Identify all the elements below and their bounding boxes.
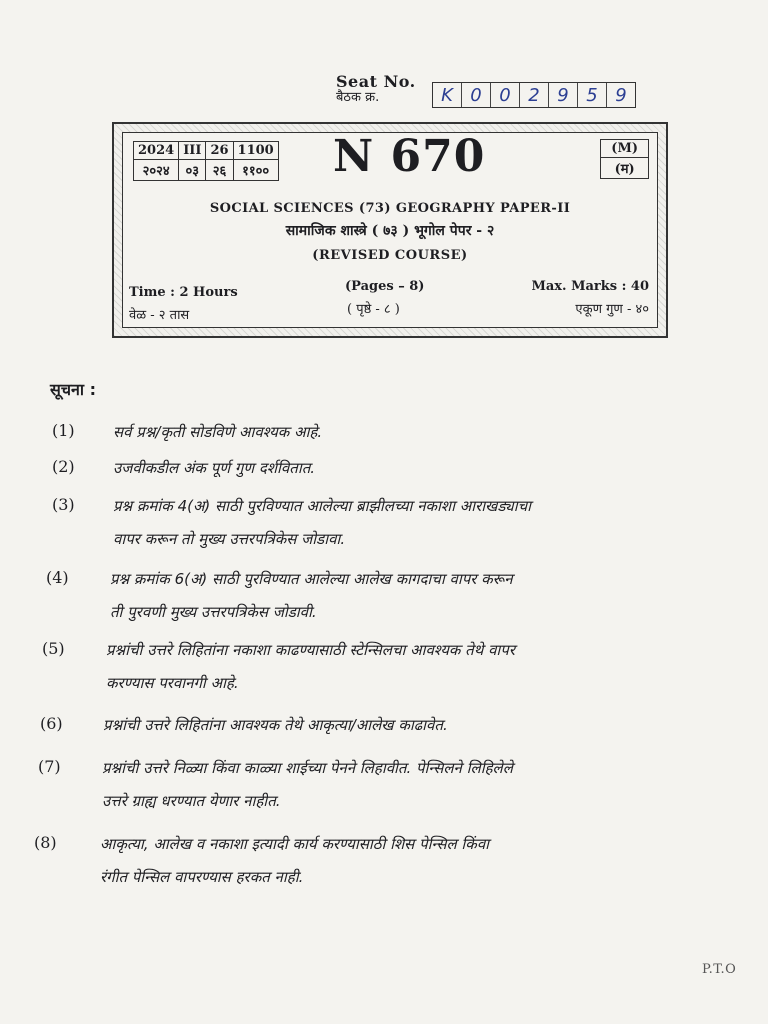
paper-code: N 670 [333, 131, 486, 182]
instruction-line: प्रश्नांची उत्तरे निळ्या किंवा काळ्या शाईच्या पेनने लिहावीत. पेन्सिलने लिहिलेले [102, 759, 513, 777]
exam-code-cell: ११०० [233, 160, 278, 181]
exam-code-cell: 2024 [134, 142, 179, 160]
instruction-text [106, 634, 656, 700]
seat-digit: 9 [615, 84, 627, 106]
seat-digit: 0 [491, 83, 520, 107]
instruction-number: (8) [34, 833, 57, 852]
seat-digit: 0 [462, 83, 491, 107]
exam-code-cell: २६ [206, 160, 233, 181]
instruction-line: वापर करून तो मुख्य उत्तरपत्रिकेस जोडावा. [113, 530, 346, 548]
instruction-text [103, 709, 663, 742]
instruction-line: आकृत्या, आलेख व नकाशा इत्यादी कार्य करण्यासाठी शिस पेन्सिल किंवा [100, 835, 490, 853]
instruction-line: करण्यास परवानगी आहे. [106, 674, 239, 692]
pto-label: P.T.O [702, 962, 737, 977]
time-en: Time : 2 Hours [129, 285, 238, 300]
instruction-text [110, 563, 655, 629]
instruction-number: (6) [40, 714, 63, 733]
instructions-title: सूचना : [50, 380, 96, 399]
instruction-number: (4) [46, 568, 69, 587]
instruction-text [113, 452, 673, 485]
exam-code-row-en [134, 142, 279, 160]
subject-title-mr: सामाजिक शास्त्रे ( ७३ ) भूगोल पेपर - २ [285, 223, 495, 239]
exam-code-cell: २०२४ [134, 160, 179, 181]
pages-en: (Pages – 8) [345, 279, 425, 294]
instruction-number: (1) [52, 421, 75, 440]
exam-code-cell: 1100 [233, 142, 278, 160]
pages-mr: ( पृष्ठे - ८ ) [347, 302, 400, 317]
instruction-line: प्रश्नांची उत्तरे लिहितांना आवश्यक तेथे आकृत्या/आलेख काढावेत. [103, 716, 448, 734]
seat-digit: 5 [578, 83, 607, 107]
seat-digit: 9 [549, 83, 578, 107]
instruction-line: प्रश्नांची उत्तरे लिहितांना नकाशा काढण्यासाठी स्टेन्सिलचा आवश्यक तेथे वापर [106, 641, 515, 659]
exam-code-table [133, 141, 279, 181]
instruction-number: (7) [38, 757, 61, 776]
medium-box [600, 139, 649, 179]
seat-number-label-mr: बैठक क्र. [336, 89, 380, 105]
instruction-line: ती पुरवणी मुख्य उत्तरपत्रिकेस जोडावी. [110, 603, 317, 621]
header-panel [122, 132, 658, 328]
instruction-line: उजवीकडील अंक पूर्ण गुण दर्शवितात. [113, 459, 316, 477]
instruction-line: प्रश्न क्रमांक 6(अ) साठी पुरविण्यात आलेल्या आलेख कागदाचा वापर करून [110, 570, 513, 588]
exam-code-cell: ०३ [179, 160, 206, 181]
instruction-number: (2) [52, 457, 75, 476]
instruction-text [113, 416, 673, 449]
instruction-text [100, 828, 660, 894]
instruction-text [113, 490, 653, 556]
instruction-text [102, 752, 662, 818]
instruction-line: उत्तरे ग्राह्य धरण्यात येणार नाहीत. [102, 792, 281, 810]
seat-number-boxes [432, 82, 636, 108]
instruction-line: प्रश्न क्रमांक 4(अ) साठी पुरविण्यात आलेल्या ब्राझीलच्या नकाशा आराखड्याचा [113, 497, 531, 515]
time-mr: वेळ - २ तास [129, 308, 190, 323]
exam-code-row-mr [134, 160, 279, 181]
header-frame [112, 122, 668, 338]
seat-number-label-en: Seat No. [336, 72, 416, 91]
instruction-line: रंगीत पेन्सिल वापरण्यास हरकत नाही. [100, 868, 304, 886]
subject-title-en: SOCIAL SCIENCES (73) GEOGRAPHY PAPER-II [209, 201, 571, 216]
instruction-number: (5) [42, 639, 65, 658]
max-marks-en: Max. Marks : 40 [531, 279, 649, 294]
exam-code-cell: III [179, 142, 206, 160]
instruction-number: (3) [52, 495, 75, 514]
medium-en: (M) [601, 140, 649, 158]
exam-code-cell: 26 [206, 142, 233, 160]
seat-number-label [336, 74, 416, 104]
seat-digit: K [433, 83, 462, 107]
seat-digit: 2 [520, 83, 549, 107]
instruction-line: सर्व प्रश्न/कृती सोडविणे आवश्यक आहे. [113, 423, 323, 441]
max-marks-mr: एकूण गुण - ४० [575, 302, 649, 317]
medium-mr: (म) [601, 158, 649, 179]
course-label: (REVISED COURSE) [312, 248, 468, 263]
